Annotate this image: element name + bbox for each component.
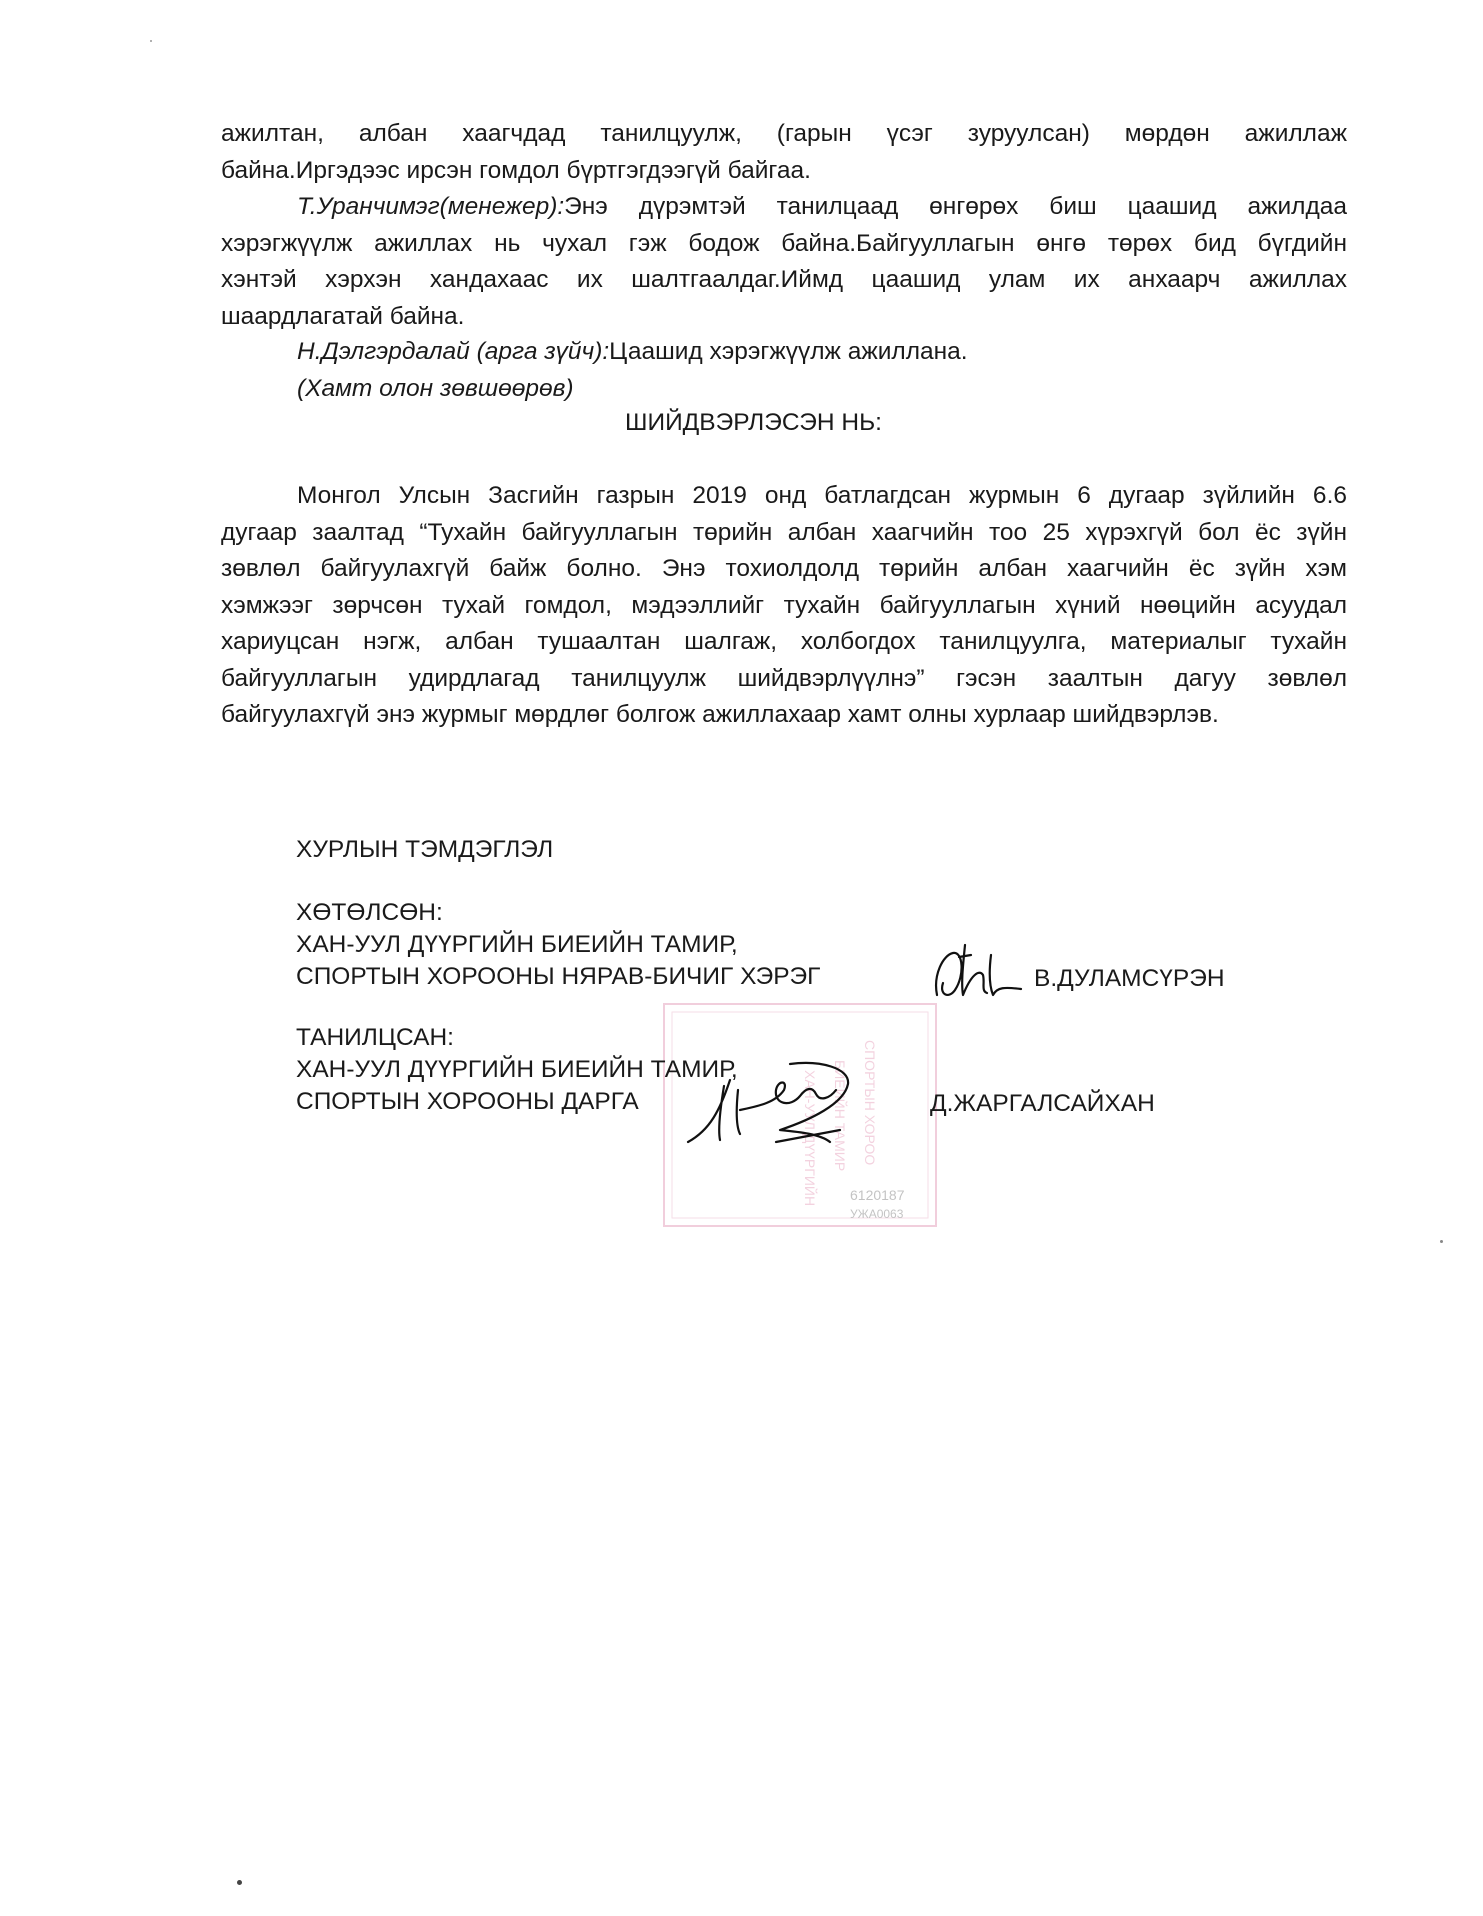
keeper-signature: [925, 935, 1025, 1005]
paragraph-delgerdalai: [221, 334, 1347, 407]
reviewer-name: Д.ЖАРГАЛСАЙХАН: [930, 1090, 1155, 1117]
scan-speck: [1440, 1240, 1443, 1243]
speaker-name: Н.Дэлгэрдалай (арга зүйч):: [297, 338, 610, 365]
reviewer-org-line1: ХАН-УУЛ ДҮҮРГИЙН БИЕИЙН ТАМИР,: [296, 1056, 738, 1083]
text-line: байгууллагын удирдлагад танилцуулж шийдвэрлүүлнэ” гэсэн заалтын дагуу зөвлөл: [221, 664, 1347, 692]
text-line: зөвлөл байгуулахгүй байж болно. Энэ тохиолдолд төрийн албан хаагчийн ёс зүйн хэм: [221, 555, 1347, 582]
text-line: [221, 189, 1347, 226]
speech-text: Цаашид хэрэгжүүлж ажиллана.: [609, 338, 968, 365]
text-line: хариуцсан нэгж, албан тушаалтан шалгаж, холбогдох танилцуулга, материалыг тухайн: [221, 628, 1347, 655]
svg-text:СПОРТЫН ХОРОО: СПОРТЫН ХОРОО: [862, 1040, 878, 1166]
text-line: байна.Иргэдээс ирсэн гомдол бүртгэгдээгүй байгаа.: [221, 156, 811, 184]
keeper-org-line2: СПОРТЫН ХОРООНЫ НЯРАВ-БИЧИГ ХЭРЭГ: [296, 963, 821, 990]
text-line: шаардлагатай байна.: [221, 302, 465, 330]
minutes-title: ХУРЛЫН ТЭМДЭГЛЭЛ: [296, 836, 554, 863]
paragraph-uranchimeg: [221, 189, 1347, 335]
keeper-name: В.ДУЛАМСҮРЭН: [1034, 965, 1225, 992]
text-line: хэрэгжүүлж ажиллах нь чухал гэж бодож байна.Байгууллагын өнгө төрөх бид бүгдийн: [221, 229, 1347, 257]
speaker-name: Т.Уранчимэг(менежер):: [297, 193, 565, 220]
svg-text:ХАН-УУЛ ДҮҮРГИЙН: ХАН-УУЛ ДҮҮРГИЙН: [802, 1070, 818, 1207]
text-line: Монгол Улсын Засгийн газрын 2019 онд батлагдсан журмын 6 дугаар зүйлийн 6.6: [297, 482, 1347, 509]
text-line: [221, 334, 1347, 371]
scan-speck: [237, 1880, 242, 1885]
stamp-code: УЖА0063: [850, 1207, 904, 1221]
text-line: дугаар заалтад “Тухайн байгууллагын төрийн албан хаагчийн тоо 25 хүрэхгүй бол ёс зүйн: [221, 518, 1347, 546]
scan-speck: [150, 40, 152, 42]
text-line: хэмжээг зөрчсөн тухай гомдол, мэдээллийг тухайн байгууллагын хүний нөөцийн асуудал: [221, 591, 1347, 619]
speech-text: Энэ дүрэмтэй танилцаад өнгөрөх биш цаашид ажилдаа: [564, 193, 1347, 220]
decision-heading: ШИЙДВЭРЛЭСЭН НЬ:: [625, 409, 882, 436]
stamp-number: 6120187: [850, 1187, 905, 1203]
paragraph-intro: [221, 116, 1347, 189]
svg-text:БИЕИЙН ТАМИР: БИЕИЙН ТАМИР: [832, 1060, 848, 1172]
reviewer-signature: [680, 1050, 860, 1160]
text-line: хэнтэй хэрхэн хандахаас их шалтгаалдаг.Иймд цаашид улам их анхаарч ажиллах: [221, 266, 1347, 293]
paragraph-decision: [221, 478, 1347, 734]
keeper-label: ХӨТӨЛСӨН:: [296, 899, 443, 926]
keeper-org-line1: ХАН-УУЛ ДҮҮРГИЙН БИЕИЙН ТАМИР,: [296, 931, 738, 958]
text-line: байгуулахгүй энэ журмыг мөрдлөг болгож ажиллахаар хамт олны хурлаар шийдвэрлэв.: [221, 701, 1219, 728]
text-line: ажилтан, албан хаагчдад танилцуулж, (гарын үсэг зуруулсан) мөрдөн ажиллаж: [221, 120, 1347, 147]
reviewer-org-line2: СПОРТЫН ХОРООНЫ ДАРГА: [296, 1088, 639, 1115]
consensus-note: (Хамт олон зөвшөөрөв): [297, 374, 574, 402]
reviewer-label: ТАНИЛЦСАН:: [296, 1024, 454, 1051]
